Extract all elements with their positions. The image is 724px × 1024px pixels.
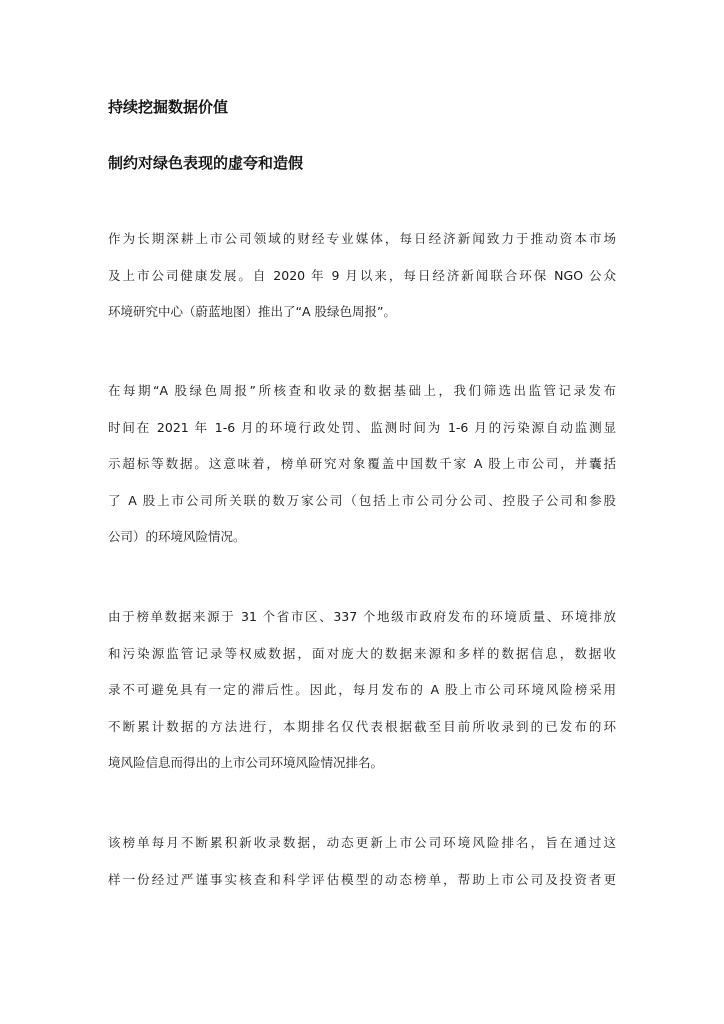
- paragraph-ranking-purpose: [108, 833, 616, 906]
- paragraph-line: 该榜单每月不断累积新收录数据，动态更新上市公司环境风险排名，旨在通过这: [108, 835, 616, 850]
- paragraph-line: 不断累计数据的方法进行，本期排名仅代表根据截至目前所收录到的已发布的环: [108, 718, 616, 734]
- paragraph-line: 时间在 2021 年 1-6 月的环境行政处罚、监测时间为 1-6 月的污染源自动监测显: [108, 419, 616, 435]
- paragraph-line: 在每期“A 股绿色周报”所核查和收录的数据基础上，我们筛选出监管记录发布: [108, 383, 616, 398]
- paragraph-data-source: [108, 607, 616, 790]
- section-heading: 持续挖掘数据价值: [108, 98, 229, 116]
- paragraph-line: 示超标等数据。这意味着，榜单研究对象覆盖中国数千家 A 股上市公司，并囊括: [108, 456, 616, 471]
- paragraph-line: 环境研究中心（蔚蓝地图）推出了“A 股绿色周报”。: [108, 304, 396, 319]
- paragraph-line: 和污染源监管记录等权威数据，面对庞大的数据来源和多样的数据信息，数据收: [108, 645, 616, 661]
- paragraph-line: 作为长期深耕上市公司领域的财经专业媒体，每日经济新闻致力于推动资本市场: [108, 231, 616, 246]
- paragraph-line: 录不可避免具有一定的滞后性。因此，每月发布的 A 股上市公司环境风险榜采用: [108, 682, 616, 697]
- paragraph-line: 了 A 股上市公司所关联的数万家公司（包括上市公司分公司、控股子公司和参股: [108, 492, 616, 508]
- paragraph-data-scope: [108, 381, 616, 564]
- paragraph-line: 样一份经过严谨事实核查和科学评估模型的动态榜单，帮助上市公司及投资者更: [108, 871, 616, 887]
- paragraph-line: 公司）的环境风险情况。: [108, 529, 246, 544]
- paragraph-line: 境风险信息而得出的上市公司环境风险情况排名。: [108, 755, 384, 770]
- paragraph-line: 由于榜单数据来源于 31 个省市区、337 个地级市政府发布的环境质量、环境排放: [108, 609, 616, 624]
- paragraph-intro: [108, 229, 616, 339]
- section-subheading: 制约对绿色表现的虚夸和造假: [108, 154, 304, 172]
- paragraph-line: 及上市公司健康发展。自 2020 年 9 月以来，每日经济新闻联合环保 NGO 公众: [108, 267, 616, 283]
